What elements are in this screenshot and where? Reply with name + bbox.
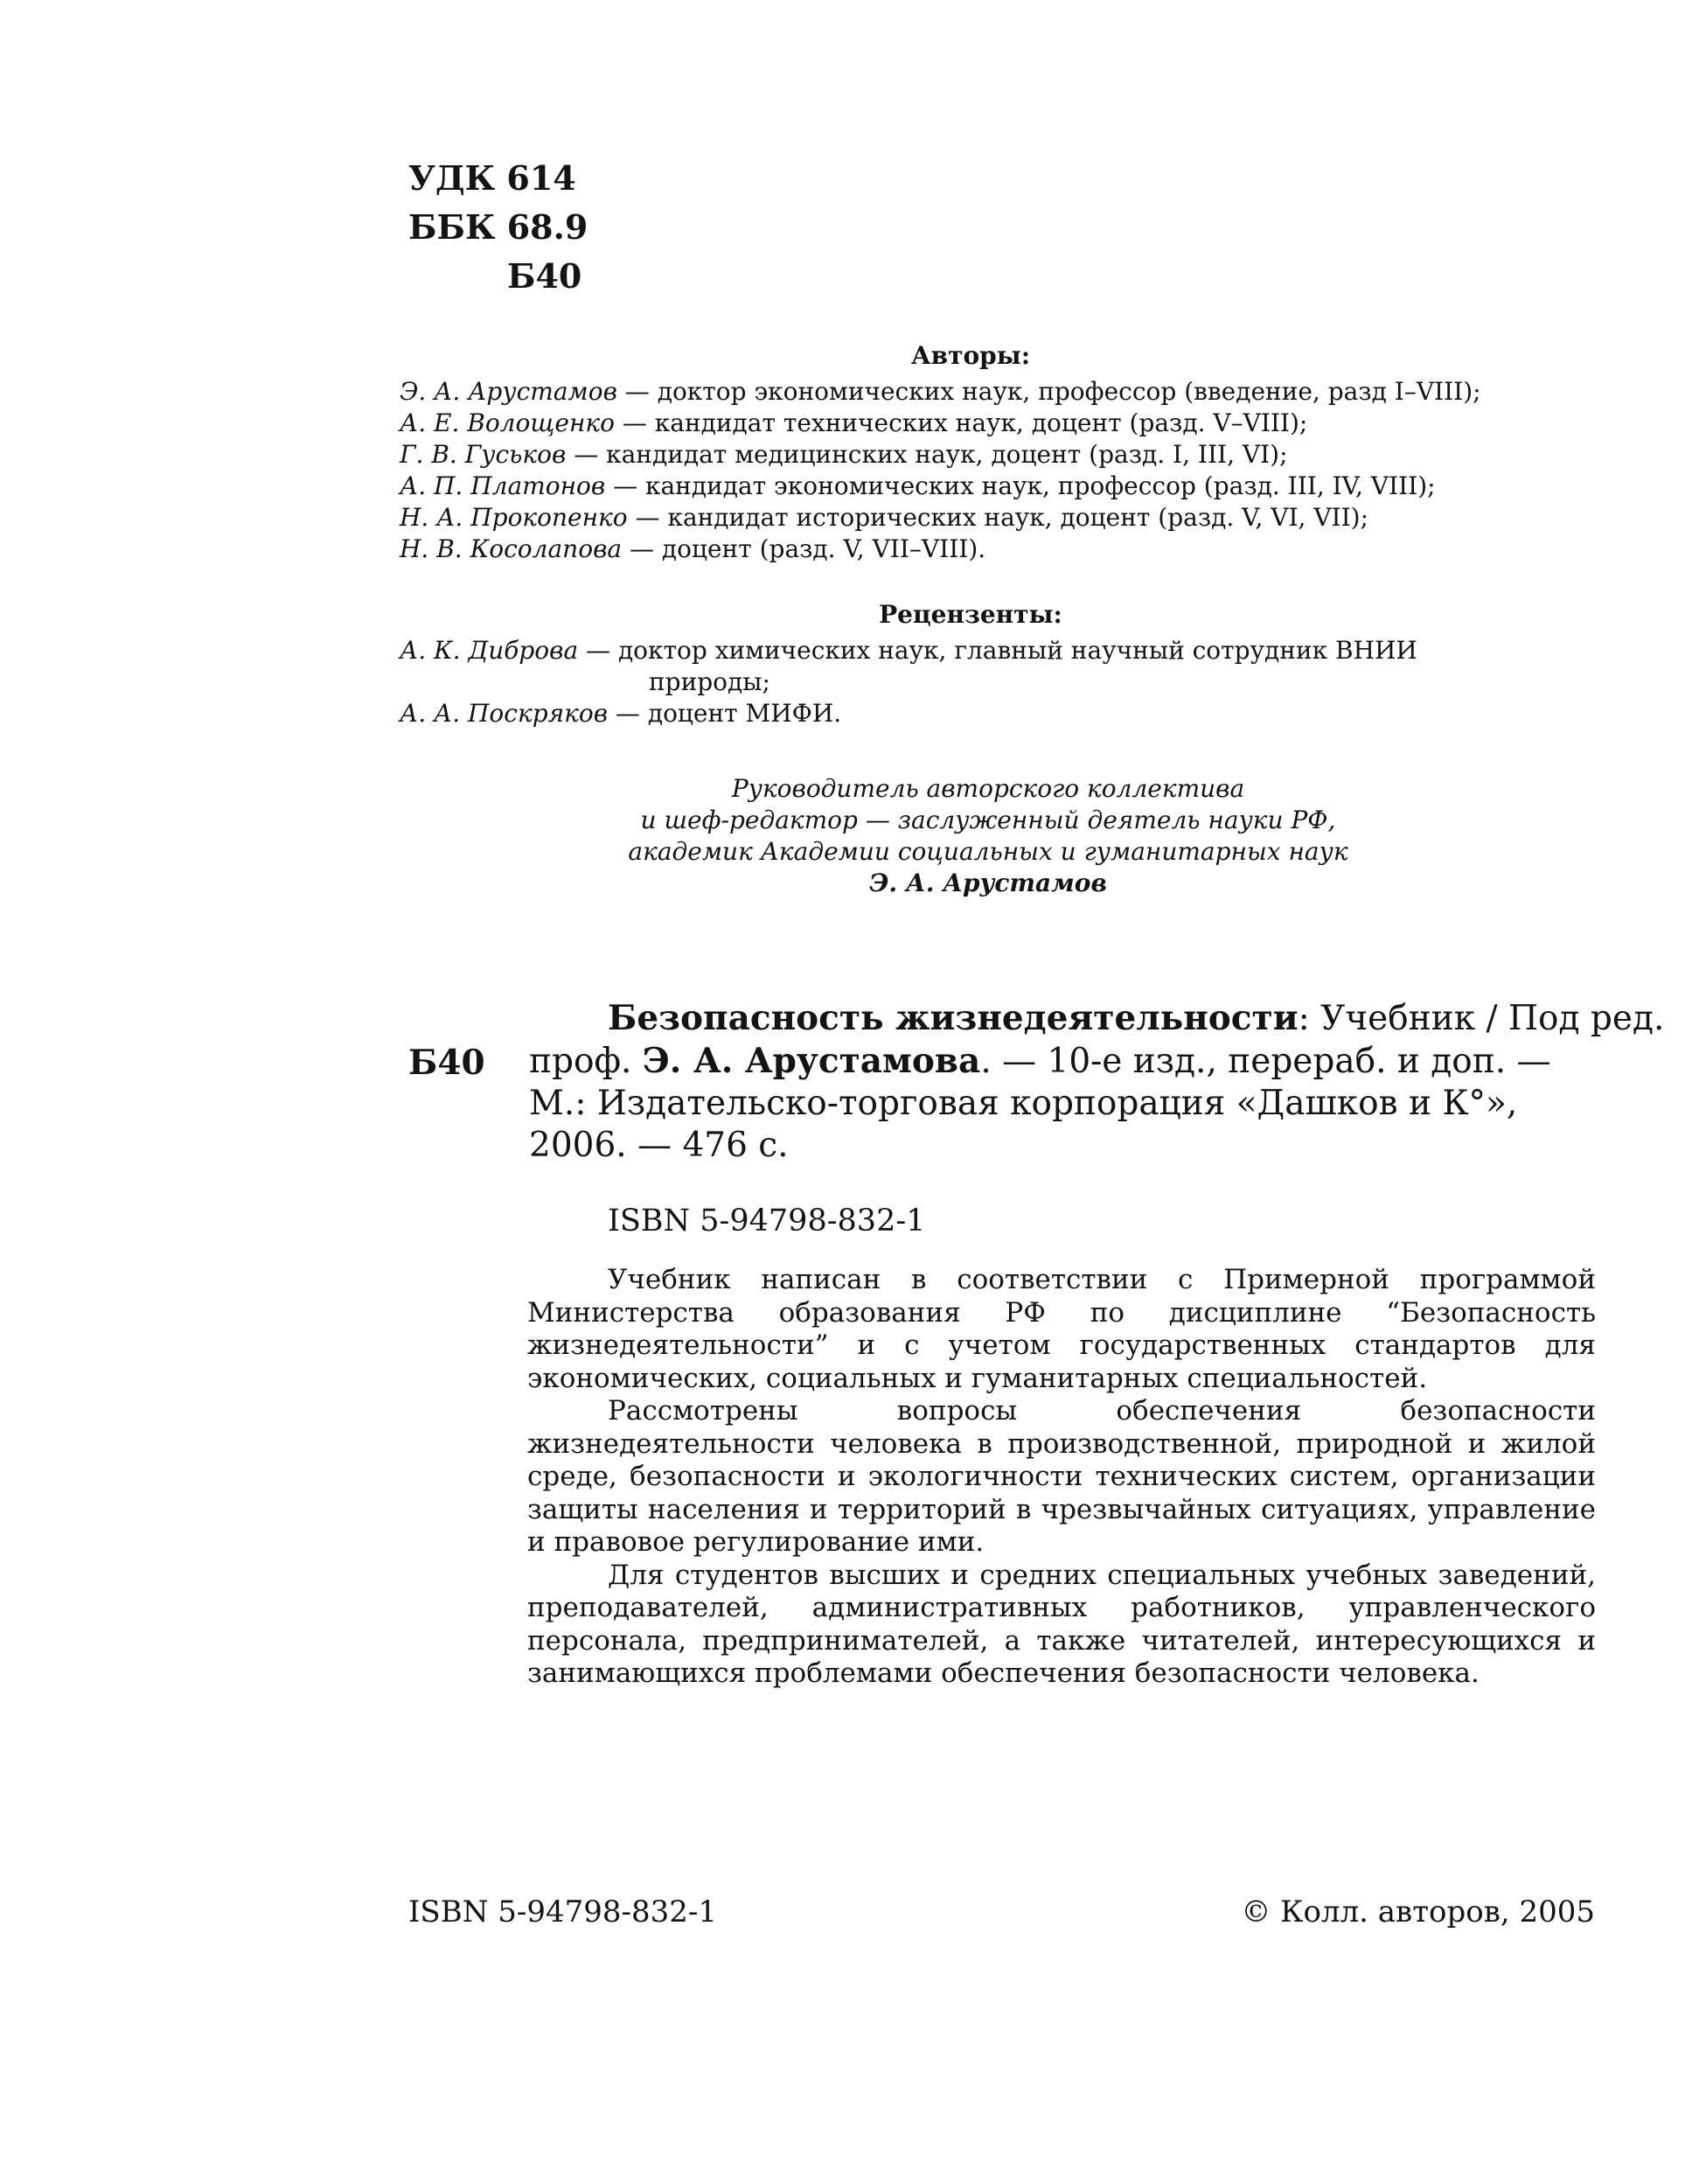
authors-list xyxy=(400,376,1606,565)
author-desc: — кандидат экономических наук, профессор (разд. III, IV, VIII); xyxy=(605,471,1436,500)
author-item xyxy=(400,439,1606,471)
bib-mark: Б40 xyxy=(408,1043,485,1083)
reviewer-item xyxy=(400,635,1606,666)
author-name: Э. А. Арустамов xyxy=(400,377,617,406)
book-year-pages: 2006. — 476 с. xyxy=(529,1126,789,1165)
credits-line: Руководитель авторского коллектива xyxy=(731,774,1245,803)
author-name: Г. В. Гуськов xyxy=(400,440,567,469)
annotation-paragraph: Для студентов высших и средних специальных учебных заведений, преподавателей, административных работников, управленческого персонала, предпринимателей, а также читателей, интересующихся и занимающихся проблемами обеспечения безопасности человека. xyxy=(527,1559,1596,1689)
reviewer-name: А. К. Диброва xyxy=(400,636,579,665)
author-item xyxy=(400,502,1606,534)
credits-line: и шеф-редактор — заслуженный деятель науки РФ, xyxy=(640,806,1336,834)
classification-codes xyxy=(408,154,588,301)
author-name: Н. В. Косолапова xyxy=(400,534,623,563)
author-desc: — кандидат исторических наук, доцент (разд. V, VI, VII); xyxy=(627,503,1369,532)
book-editor: Э. А. Арустамова xyxy=(642,1041,981,1081)
author-mark: Б40 xyxy=(507,256,582,296)
author-item xyxy=(400,408,1606,439)
bib-editor-line xyxy=(529,1040,1596,1083)
udk-code: УДК 614 xyxy=(408,158,576,198)
author-item xyxy=(400,471,1606,502)
authors-heading: Авторы: xyxy=(910,341,1031,370)
author-desc: — доктор экономических наук, профессор (введение, разд I–VIII); xyxy=(616,377,1481,406)
annotation xyxy=(527,1264,1596,1691)
reviewer-desc: — доцент МИФИ. xyxy=(608,699,842,728)
credits-line: академик Академии социальных и гуманитарных наук xyxy=(628,837,1348,866)
bbk-code: ББК 68.9 xyxy=(408,207,588,247)
bib-title-line xyxy=(529,997,1665,1040)
book-edition: . — 10-е изд., перераб. и доп. — xyxy=(980,1042,1551,1081)
author-name: Н. А. Прокопенко xyxy=(400,503,628,532)
annotation-paragraph: Учебник написан в соответствии с Примерной программой Министерства образования РФ по дисциплине “Безопасность жизнедеятельности” и с учетом государственных стандартов для экономических, социальных и гуманитарных специальностей. xyxy=(527,1264,1596,1394)
annotation-paragraph: Рассмотрены вопросы обеспечения безопасности жизнедеятельности человека в производственной, природной и жилой среде, безопасности и экологичности технических систем, организации защиты населения и территорий в чрезвычайных ситуациях, управление и правовое регулирование ими. xyxy=(527,1395,1596,1558)
reviewer-item xyxy=(400,698,1606,729)
reviewer-desc: — доктор химических наук, главный научный сотрудник ВНИИ xyxy=(578,636,1417,665)
book-publisher: М.: Издательско-торговая корпорация «Дашков и К°», xyxy=(529,1084,1518,1123)
author-desc: — доцент (разд. V, VII–VIII). xyxy=(622,534,986,563)
reviewers-list xyxy=(400,635,1606,729)
bib-isbn: ISBN 5-94798-832-1 xyxy=(608,1204,926,1239)
credits-name: Э. А. Арустамов xyxy=(869,869,1107,897)
book-title: Безопасность жизнедеятельности xyxy=(608,998,1299,1038)
reviewer-name: А. А. Поскряков xyxy=(400,699,609,728)
author-item xyxy=(400,534,1606,565)
bibliographic-record xyxy=(529,997,1665,1167)
reviewer-desc-continuation: природы; xyxy=(649,667,770,696)
author-desc: — кандидат медицинских наук, доцент (разд. I, III, VI); xyxy=(566,440,1288,469)
author-name: А. Е. Волощенко xyxy=(400,408,615,437)
reviewers-heading: Рецензенты: xyxy=(879,600,1062,629)
author-item xyxy=(400,376,1606,408)
footer-copyright: © Колл. авторов, 2005 xyxy=(1241,1894,1595,1929)
author-desc: — кандидат технических наук, доцент (разд. V–VIII); xyxy=(614,408,1308,437)
editor-prefix: проф. xyxy=(529,1042,643,1081)
footer-isbn: ISBN 5-94798-832-1 xyxy=(408,1894,718,1929)
editor-credits xyxy=(525,773,1452,899)
book-title-suffix: : Учебник / Под ред. xyxy=(1298,999,1665,1038)
author-name: А. П. Платонов xyxy=(400,471,606,500)
